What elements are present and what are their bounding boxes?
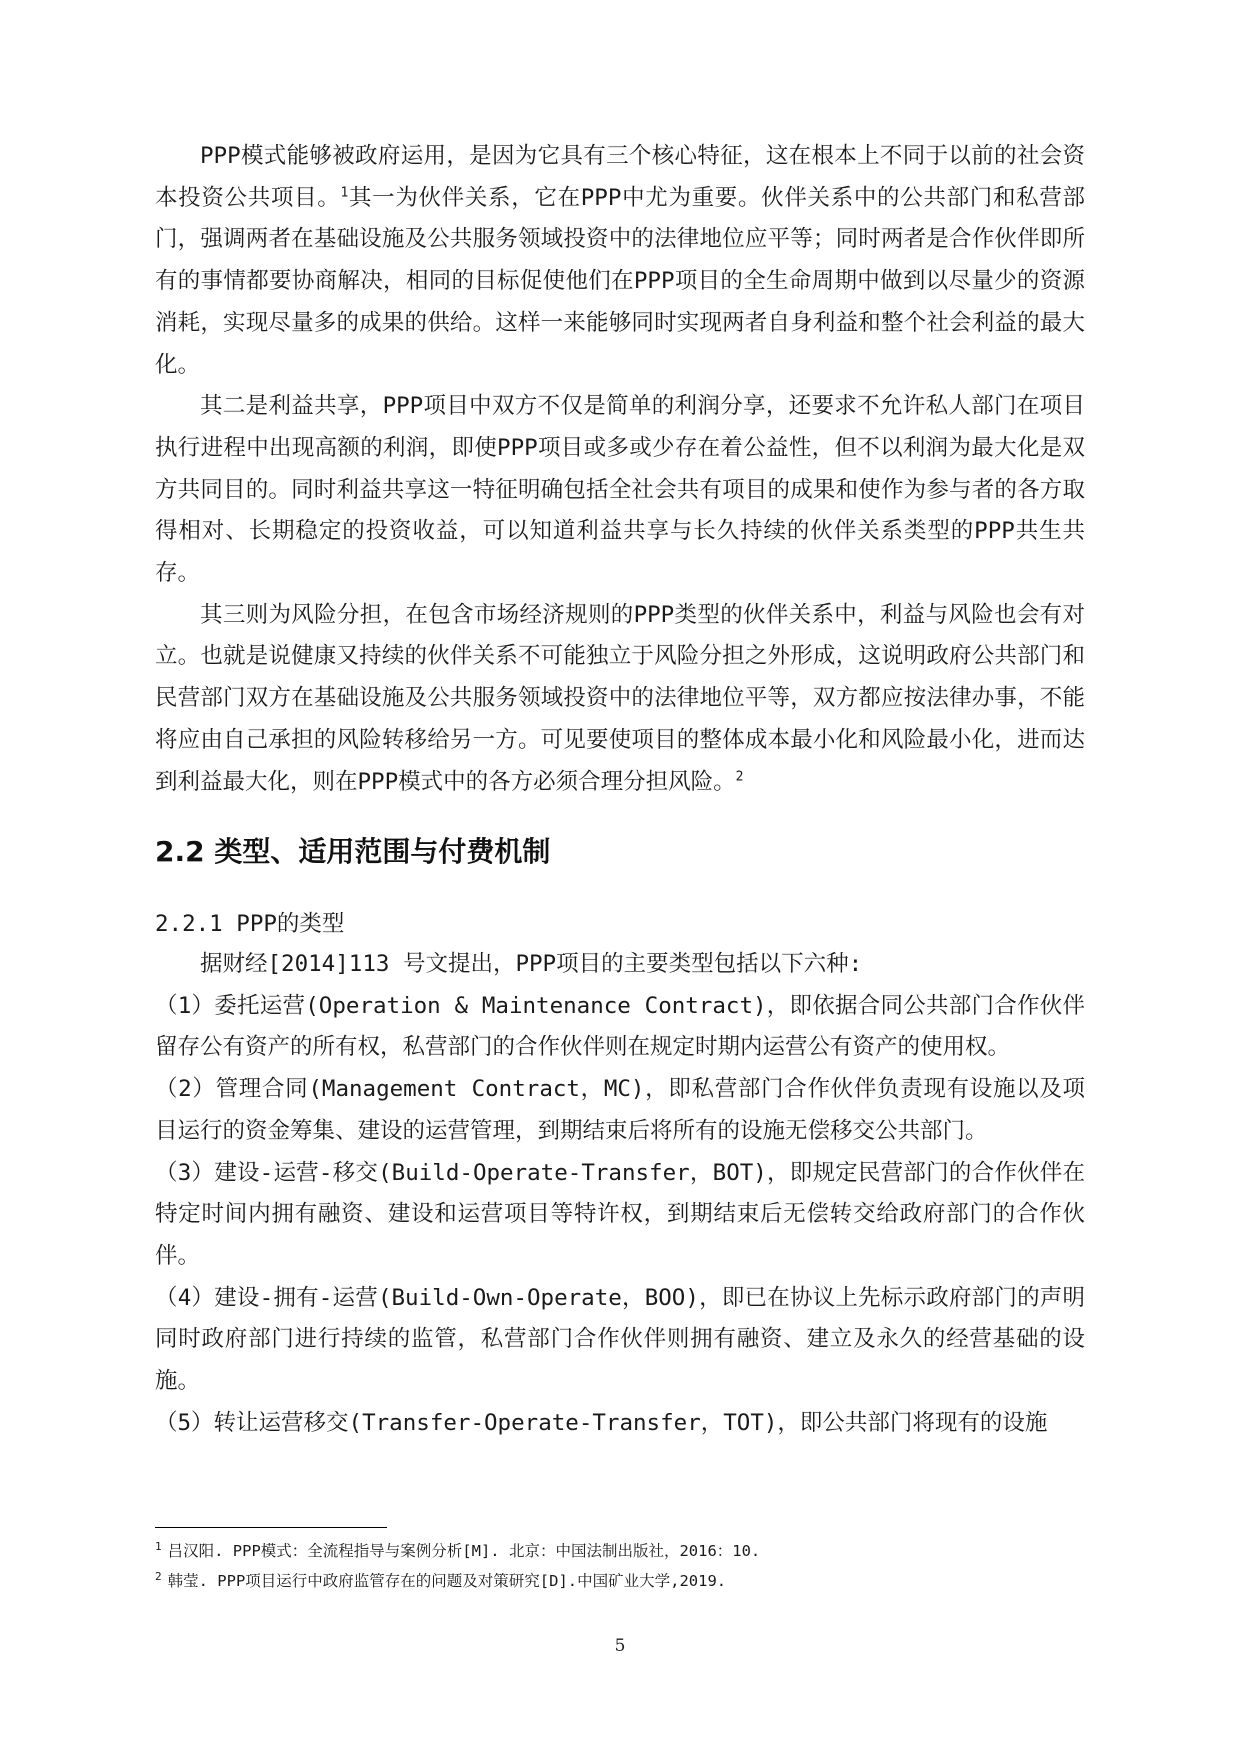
paragraph-text: 其一为伙伴关系，它在PPP中尤为重要。伙伴关系中的公共部门和私营部门，强调两者在基础设施及公共服务领域投资中的法律地位应平等；同时两者是合作伙伴即所有的事情都要协商解决，相同的目标促使他们在PPP项目的全生命周期中做到以尽量少的资源消耗，实现尽量多的成果的供给。这样一来能够同时实现两者自身利益和整个社会利益的最大化。 [155, 184, 1085, 378]
footnote-ref-2[interactable]: 2 [735, 769, 744, 785]
footnotes [155, 1536, 1085, 1596]
paragraph-text: PPP模式能够被政府运用，是因为它具有三个核心特征，这在根本上不同于以前的社会资本投资公共项目。 [155, 143, 1085, 211]
footnote-text: 吕汉阳. PPP模式：全流程指导与案例分析[M]. 北京：中国法制出版社，2016：10. [167, 1542, 761, 1560]
footnote-separator [155, 1527, 387, 1528]
paragraph-partnership [155, 136, 1085, 386]
list-item: （4）建设-拥有-运营(Build-Own-Operate，BOO)，即已在协议上先标示政府部门的声明同时政府部门进行持续的监管，私营部门合作伙伴则拥有融资、建立及永久的经营基础的设施。 [155, 1284, 1085, 1395]
section-heading: 2.2 类型、适用范围与付费机制 [155, 835, 551, 868]
body-text-top [155, 136, 1085, 803]
paragraph-benefit-sharing [155, 386, 1085, 595]
list-item: （3）建设-运营-移交(Build-Operate-Transfer，BOT)，即规定民营部门的合作伙伴在特定时间内拥有融资、建设和运营项目等特许权，到期结束后无偿转交给政府部门的合作伙伴。 [155, 1159, 1085, 1269]
subsection-heading: 2.2.1 PPP的类型 [155, 911, 345, 937]
footnote-text: 韩莹. PPP项目运行中政府监管存在的问题及对策研究[D].中国矿业大学,2019. [167, 1572, 727, 1590]
paragraph-text: 其三则为风险分担，在包含市场经济规则的PPP类型的伙伴关系中，利益与风险也会有对立。也就是说健康又持续的伙伴关系不可能独立于风险分担之外形成，这说明政府公共部门和民营部门双方在基础设施及公共服务领域投资中的法律地位平等，双方都应按法律办事，不能将应由自己承担的风险转移给另一方。可见要使项目的整体成本最小化和风险最小化，进而达到利益最大化，则在PPP模式中的各方必须合理分担风险。 [155, 601, 1085, 795]
paragraph-text: 其二是利益共享，PPP项目中双方不仅是简单的利润分享，还要求不允许私人部门在项目执行进程中出现高额的利润，即使PPP项目或多或少存在着公益性，但不以利润为最大化是双方共同目的。同时利益共享这一特征明确包括全社会共有项目的成果和使作为参与者的各方取得相对、长期稳定的投资收益，可以知道利益共享与长久持续的伙伴关系类型的PPP共生共存。 [155, 393, 1085, 587]
list-item: （5）转让运营移交(Transfer-Operate-Transfer，TOT)，即公共部门将现有的设施 [155, 1409, 1048, 1436]
list-item: （2）管理合同(Management Contract，MC)，即私营部门合作伙伴负责现有设施以及项目运行的资金筹集、建设的运营管理，到期结束后将所有的设施无偿移交公共部门。 [155, 1076, 1085, 1144]
footnote-mark: 2 [155, 1569, 162, 1583]
list-item: （1）委托运营(Operation & Maintenance Contract)，即依据合同公共部门合作伙伴留存公有资产的所有权，私营部门的合作伙伴则在规定时期内运营公有资产的使用权。 [155, 992, 1085, 1061]
footnote-1 [155, 1536, 1085, 1566]
footnote-ref-1[interactable]: 1 [340, 185, 349, 201]
paragraph-risk-sharing [155, 595, 1085, 804]
footnote-2 [155, 1566, 1085, 1596]
page-number: 5 [614, 1636, 626, 1656]
footnote-mark: 1 [155, 1539, 162, 1553]
ppp-types-list [155, 944, 1085, 1444]
list-intro: 据财经[2014]113 号文提出，PPP项目的主要类型包括以下六种: [200, 951, 863, 977]
